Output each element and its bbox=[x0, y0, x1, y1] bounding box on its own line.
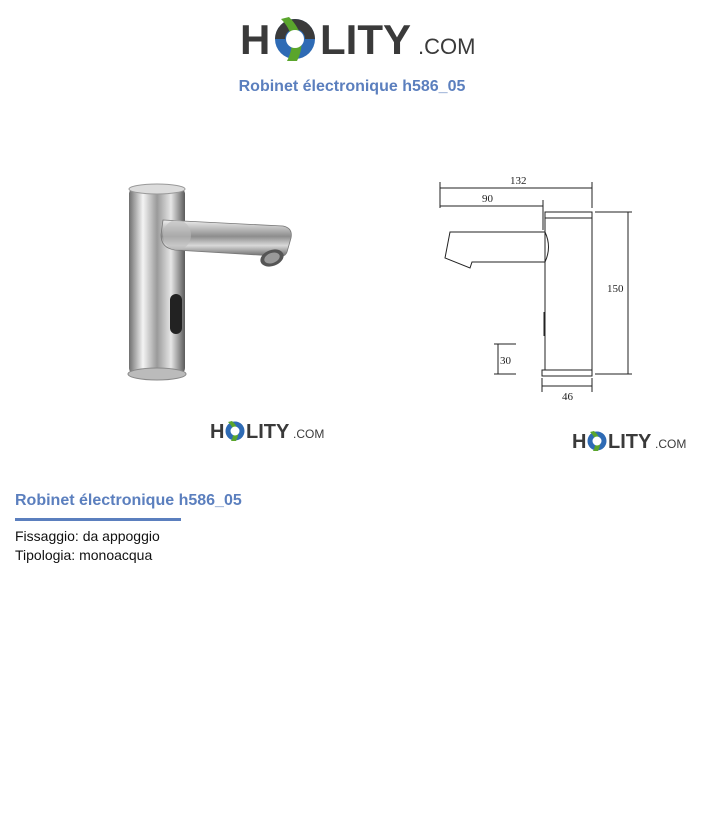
dim-spout-length: 90 bbox=[482, 193, 493, 205]
spec-row-tipologia bbox=[15, 547, 152, 563]
holity-small-logo-graphic bbox=[210, 418, 330, 444]
svg-text:H: H bbox=[210, 421, 225, 443]
photo-watermark-logo bbox=[210, 418, 330, 444]
dim-total-length: 132 bbox=[510, 175, 527, 187]
spec-label: Fissaggio: bbox=[15, 528, 79, 544]
svg-text:H: H bbox=[572, 431, 587, 453]
drawing-watermark-logo bbox=[572, 428, 692, 454]
logo-o-swoosh-icon bbox=[275, 17, 315, 61]
spec-label: Tipologia: bbox=[15, 547, 76, 563]
header-logo[interactable] bbox=[240, 12, 490, 66]
faucet-photo-graphic bbox=[115, 180, 305, 390]
logo-suffix-text: .COM bbox=[418, 34, 476, 59]
product-title: Robinet électronique h586_05 bbox=[15, 492, 242, 509]
dim-height: 150 bbox=[607, 283, 624, 295]
svg-text:.COM: .COM bbox=[655, 437, 687, 451]
svg-text:LITY: LITY bbox=[246, 421, 290, 443]
logo-h-letter: H bbox=[240, 16, 271, 63]
svg-text:LITY: LITY bbox=[608, 431, 652, 453]
dim-sensor-height: 30 bbox=[500, 355, 511, 367]
dim-base-width: 46 bbox=[562, 391, 573, 403]
title-underline-divider bbox=[15, 518, 181, 521]
spec-row-fissaggio bbox=[15, 528, 160, 544]
spec-value: monoacqua bbox=[79, 547, 153, 563]
svg-text:.COM: .COM bbox=[293, 427, 325, 441]
holity-small-logo-graphic-2 bbox=[572, 428, 692, 454]
logo-main-text: LITY bbox=[320, 16, 411, 63]
faucet-dimension-drawing bbox=[430, 168, 660, 408]
page-title: Robinet électronique h586_05 bbox=[238, 78, 466, 95]
spec-value: da appoggio bbox=[82, 528, 160, 544]
technical-drawing bbox=[430, 168, 660, 408]
holity-logo-graphic bbox=[240, 12, 490, 66]
product-photo bbox=[115, 180, 305, 390]
